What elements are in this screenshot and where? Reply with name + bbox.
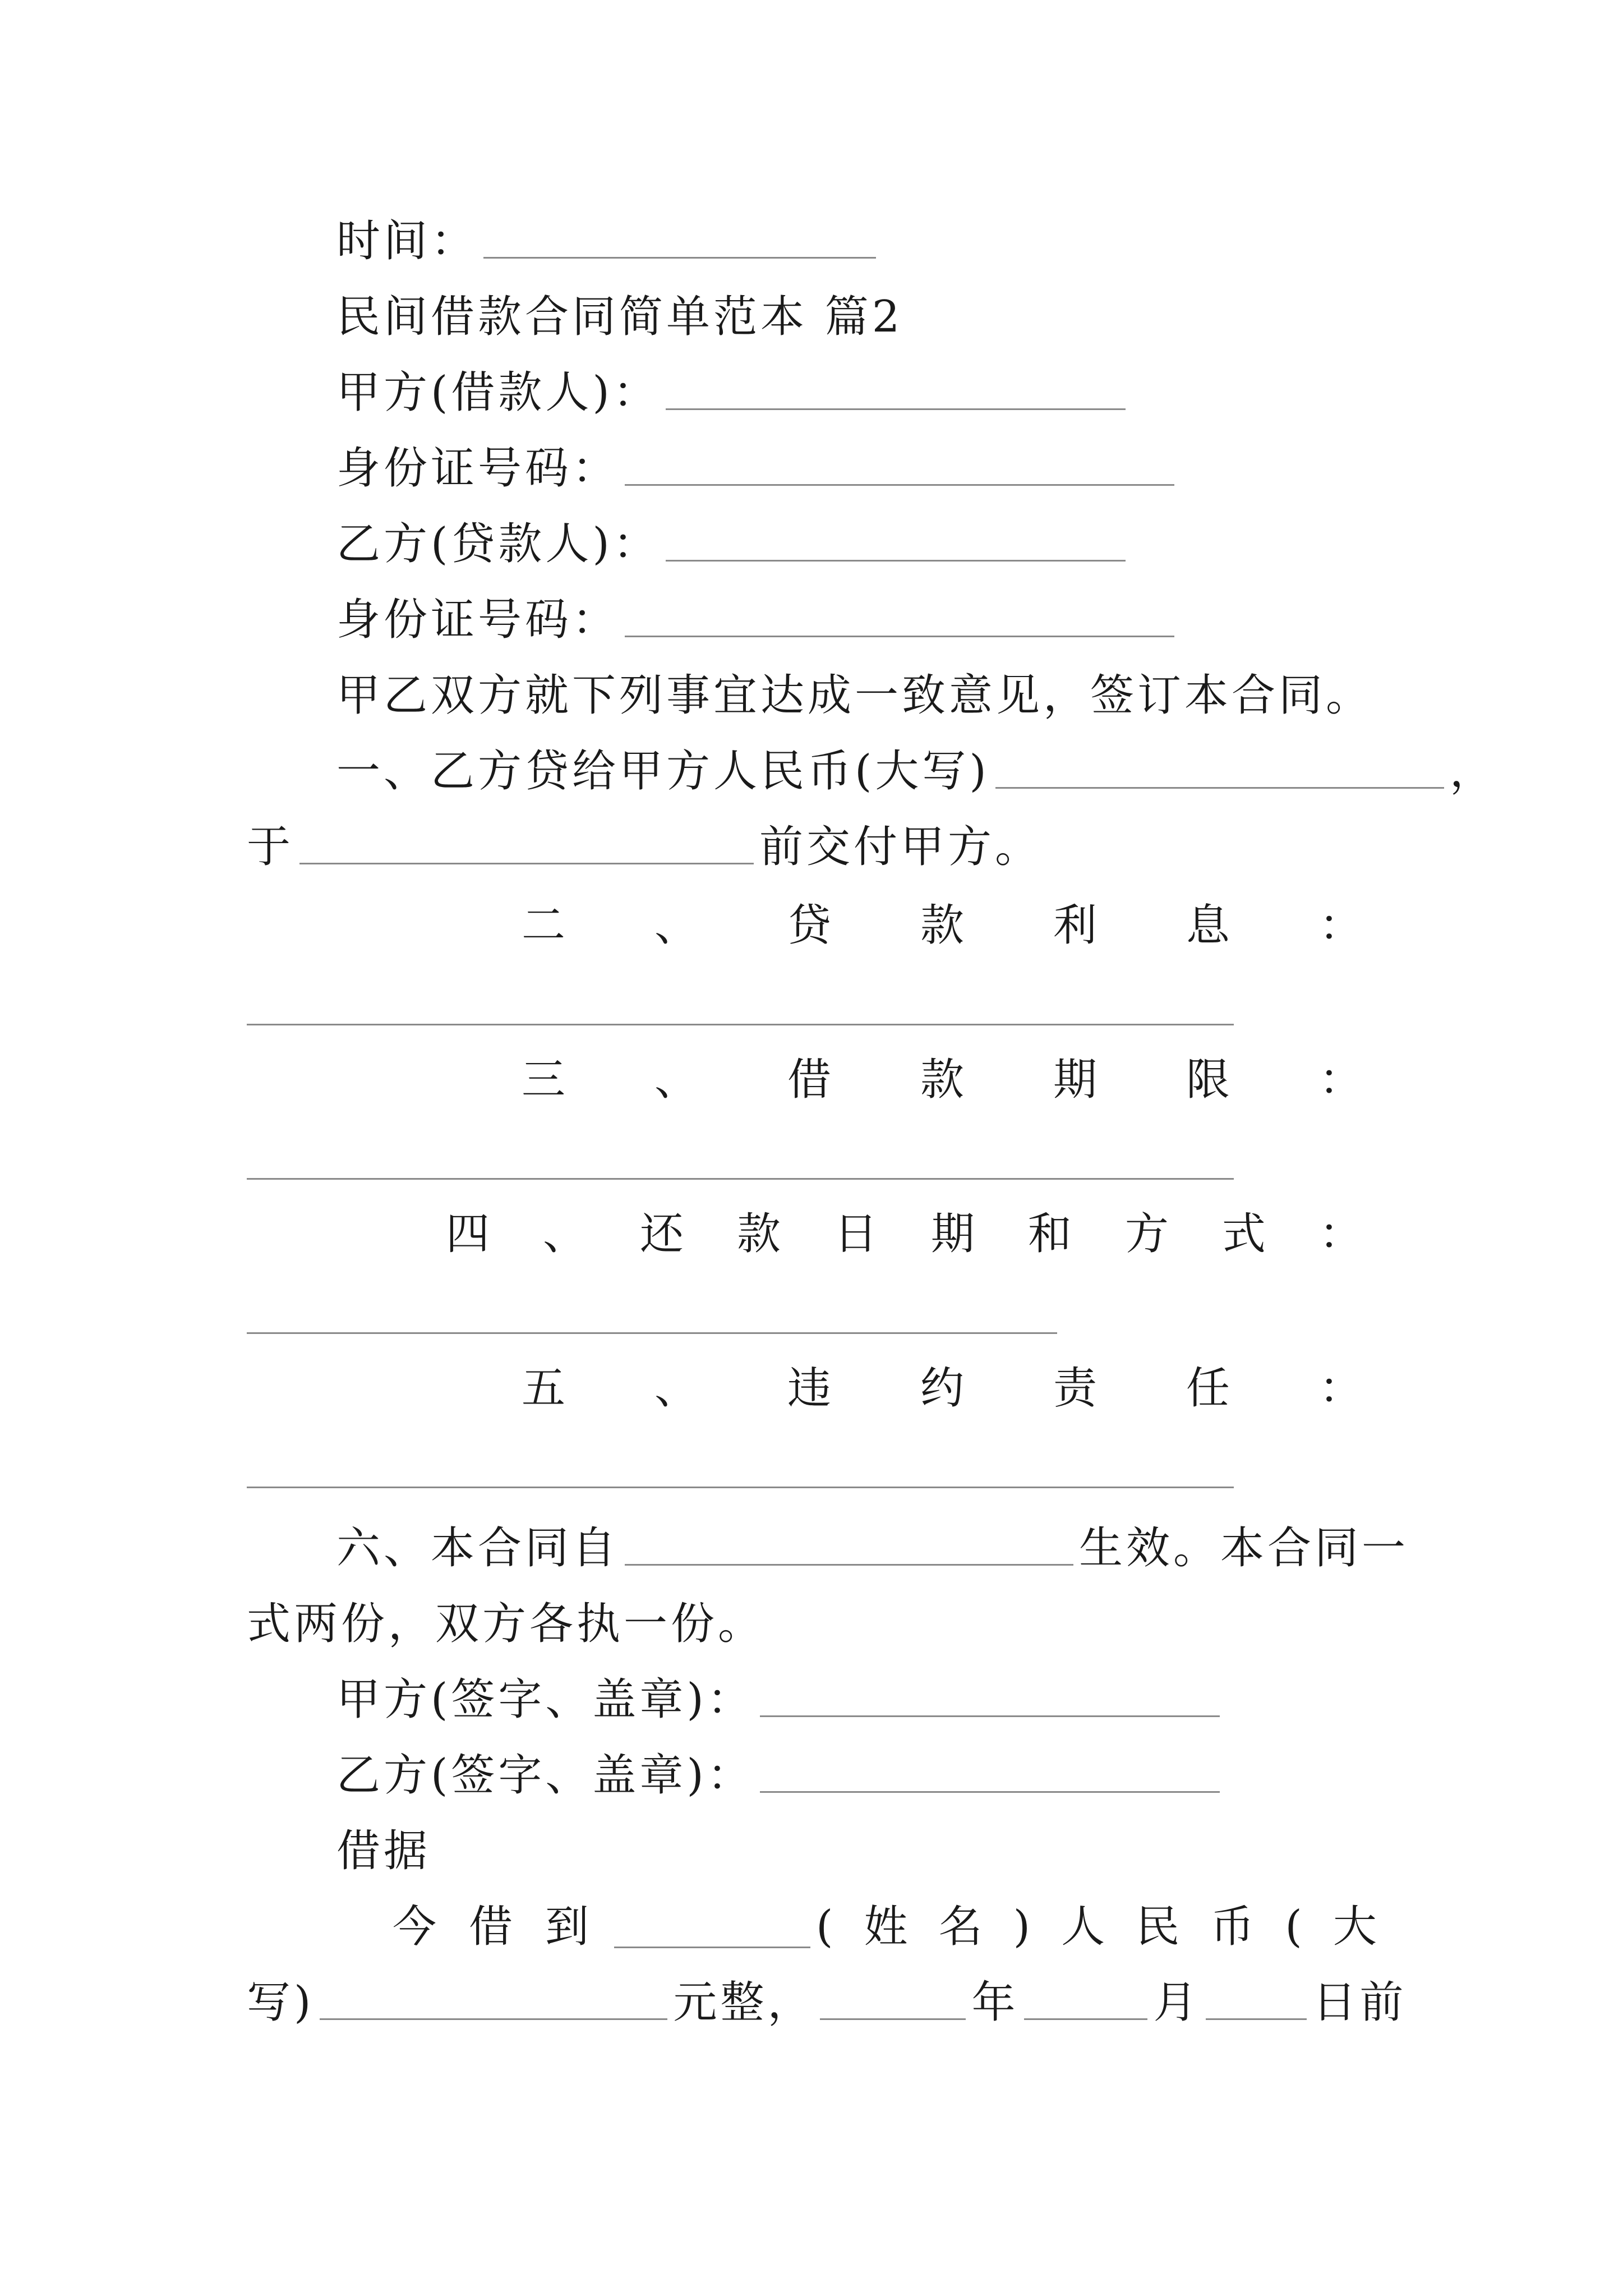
item2-char: ：	[1318, 900, 1363, 951]
item4-char: 式	[1221, 1209, 1266, 1259]
item2-char: 息	[1186, 900, 1230, 951]
item2-char: 二	[522, 900, 566, 951]
id-b-line: 身份证号码：	[336, 592, 1180, 648]
item5-char: 五	[522, 1363, 566, 1414]
item4-char: 、	[542, 1209, 587, 1259]
receipt-title: 借据	[336, 1826, 431, 1876]
item4-char: 期	[930, 1209, 975, 1259]
item5-heading	[522, 1360, 1363, 1416]
party-a-blank	[666, 365, 1126, 410]
receipt-char: 民	[1136, 1902, 1180, 1952]
item3-char: ：	[1318, 1055, 1363, 1105]
item5-blank	[247, 1487, 1234, 1488]
receipt-char: (	[816, 1902, 833, 1952]
item4-heading	[446, 1206, 1363, 1262]
borrower-name-blank	[614, 1947, 810, 1948]
contract-title: 民间借款合同简单范本 篇2	[336, 292, 903, 342]
party-a-line: 甲方(借款人)：	[336, 365, 1131, 421]
item4-char: 还	[639, 1209, 684, 1259]
receipt-char: 人	[1061, 1902, 1105, 1952]
item4-char: 日	[833, 1209, 878, 1259]
item2-char: 、	[654, 900, 698, 951]
item6-line1: 六、本合同自 生效。本合同一	[336, 1520, 1409, 1576]
agreement-line: 甲乙双方就下列事宜达成一致意见，签订本合同。	[336, 670, 1373, 721]
item4-char: 四	[446, 1209, 490, 1259]
item3-blank	[247, 1178, 1234, 1180]
time-blank	[483, 213, 876, 259]
receipt-char: 币	[1210, 1902, 1255, 1952]
item1-line1: 一、乙方贷给甲方人民币(大写) ，	[336, 743, 1497, 799]
item4-blank	[247, 1332, 1057, 1334]
receipt-char: 借	[468, 1902, 513, 1952]
receipt-line2: 写) 元整， 年 月 日前	[247, 1975, 1407, 2031]
month-blank	[1024, 1975, 1147, 2020]
time-line	[336, 213, 882, 269]
item3-char: 款	[920, 1055, 964, 1105]
receipt-amount-blank	[320, 1975, 667, 2020]
time-label: 时间：	[336, 216, 478, 266]
item6-line2: 式两份，双方各执一份。	[247, 1599, 766, 1649]
delivery-date-blank	[299, 819, 754, 864]
sign-a-blank	[760, 1672, 1220, 1717]
id-a-blank	[625, 440, 1174, 486]
party-b-line: 乙方(贷款人)：	[336, 516, 1131, 572]
item3-char: 借	[787, 1055, 831, 1105]
sign-b-line: 乙方(签字、盖章)：	[336, 1747, 1225, 1803]
item3-heading	[522, 1052, 1363, 1108]
item4-char: ：	[1318, 1209, 1363, 1259]
item5-char: 责	[1053, 1363, 1097, 1414]
receipt-char: 名	[938, 1902, 983, 1952]
item2-char: 贷	[787, 900, 831, 951]
item5-char: 、	[654, 1363, 698, 1414]
amount-blank	[995, 743, 1444, 789]
item3-char: 三	[522, 1055, 566, 1105]
item2-blank	[247, 1024, 1234, 1025]
sign-b-blank	[760, 1747, 1220, 1793]
receipt-line1-post	[816, 1899, 1377, 1955]
year-blank	[820, 1975, 966, 2020]
item2-char: 利	[1053, 900, 1097, 951]
item5-char: ：	[1318, 1363, 1363, 1414]
receipt-char: 大	[1332, 1902, 1377, 1952]
receipt-char: (	[1285, 1902, 1302, 1952]
day-blank	[1206, 1975, 1307, 2020]
receipt-char: )	[1013, 1902, 1031, 1952]
receipt-line1-pre	[393, 1899, 589, 1955]
item3-char: 、	[654, 1055, 698, 1105]
receipt-char: 今	[393, 1902, 437, 1952]
item4-char: 方	[1124, 1209, 1169, 1259]
item3-char: 限	[1186, 1055, 1230, 1105]
effective-date-blank	[625, 1520, 1073, 1566]
item2-heading	[522, 898, 1363, 954]
id-b-blank	[625, 592, 1174, 637]
item5-char: 违	[787, 1363, 831, 1414]
item2-char: 款	[920, 900, 964, 951]
item5-char: 任	[1186, 1363, 1230, 1414]
sign-a-line: 甲方(签字、盖章)：	[336, 1672, 1225, 1728]
party-b-blank	[666, 516, 1126, 562]
item4-char: 和	[1027, 1209, 1072, 1259]
receipt-char: 姓	[864, 1902, 908, 1952]
item4-char: 款	[736, 1209, 781, 1259]
item5-char: 约	[920, 1363, 964, 1414]
receipt-char: 到	[545, 1902, 589, 1952]
item1-line2: 于 前交付甲方。	[247, 819, 1042, 875]
id-a-line: 身份证号码：	[336, 440, 1180, 496]
item3-char: 期	[1053, 1055, 1097, 1105]
